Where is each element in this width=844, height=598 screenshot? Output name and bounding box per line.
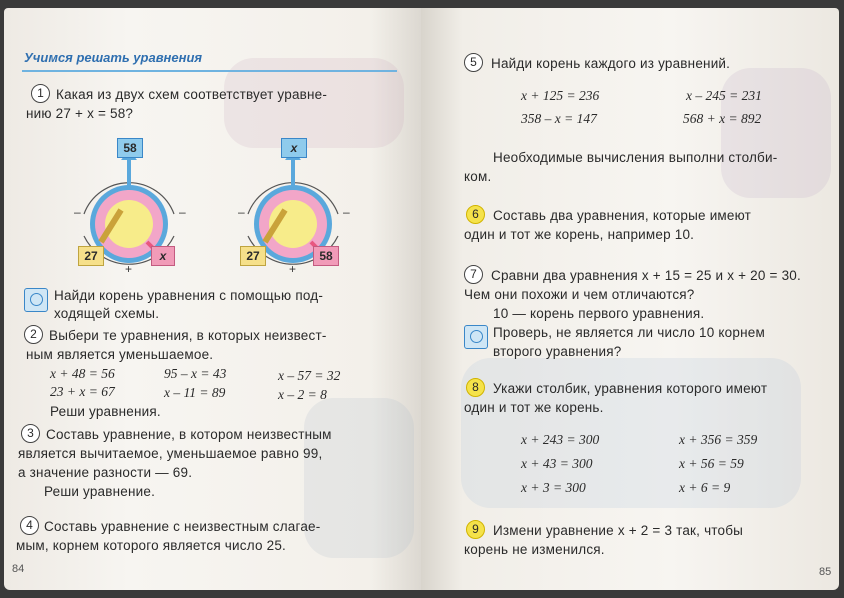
- ex6-line2: один и тот же корень, например 10.: [464, 227, 695, 242]
- equation: 358 – x = 147: [521, 111, 597, 126]
- ex7-line4: Проверь, не является ли число 10 корнем: [493, 325, 765, 340]
- left-page: [4, 8, 421, 590]
- ex3-line1: Составь уравнение, в котором неизвестным: [46, 427, 332, 442]
- scheme1-right-box: x: [151, 246, 175, 266]
- right-page: [421, 8, 839, 590]
- ex3-line2: является вычитаемое, уменьшаемое равно 99,: [18, 446, 323, 461]
- ex2-line1: Выбери те уравнения, в которых неизвест-: [49, 328, 327, 343]
- scheme2-left-box: 27: [240, 246, 266, 266]
- ex5-text: Найди корень каждого из уравнений.: [491, 56, 731, 71]
- exercise-number-3: 3: [21, 424, 40, 443]
- bleed-through-figure: [304, 398, 414, 558]
- ex7-line5: второго уравнения?: [493, 344, 622, 359]
- minus-sign: –: [343, 205, 350, 219]
- equation: x + 356 = 359: [679, 432, 758, 447]
- equation: x + 48 = 56: [50, 366, 115, 381]
- equation: x + 6 = 9: [679, 480, 731, 495]
- equation: x – 11 = 89: [164, 385, 226, 400]
- ex8-line1: Укажи столбик, уравнения которого имеют: [493, 381, 768, 396]
- ex2-solve: Реши уравнения.: [50, 404, 161, 419]
- ex5-note2: ком.: [464, 169, 492, 184]
- ex5-note1: Необходимые вычисления выполни столби-: [493, 150, 778, 165]
- plus-sign: +: [125, 262, 133, 276]
- exercise-number-7: 7: [464, 265, 483, 284]
- minus-sign: –: [74, 205, 81, 219]
- equation: x + 56 = 59: [679, 456, 744, 471]
- equation: x + 43 = 300: [521, 456, 593, 471]
- equation: 23 + x = 67: [50, 384, 115, 399]
- ex8-line2: один и тот же корень.: [464, 400, 604, 415]
- ex4-line2: мым, корнем которого является число 25.: [16, 538, 286, 553]
- title-rule: [22, 70, 397, 72]
- exercise-number-4: 4: [20, 516, 39, 535]
- ex6-line1: Составь два уравнения, которые имеют: [493, 208, 752, 223]
- ex3-line3: а значение разности — 69.: [18, 465, 193, 480]
- equation: x – 2 = 8: [278, 387, 327, 402]
- exercise-number-9: 9: [466, 520, 485, 539]
- ex3-solve: Реши уравнение.: [44, 484, 156, 499]
- equation: x + 3 = 300: [521, 480, 586, 495]
- scheme2-right-box: 58: [313, 246, 339, 266]
- plus-sign: +: [289, 262, 297, 276]
- exercise-number-5: 5: [464, 53, 483, 72]
- equation: x – 57 = 32: [278, 368, 341, 383]
- minus-sign: –: [179, 205, 186, 219]
- scheme1-top-box: 58: [117, 138, 143, 158]
- ex4-line1: Составь уравнение с неизвестным слагае-: [44, 519, 321, 534]
- exercise-number-1: 1: [31, 84, 50, 103]
- ex7-line2: Чем они похожи и чем отличаются?: [464, 287, 695, 302]
- equation: 568 + x = 892: [683, 111, 762, 126]
- minus-sign: –: [238, 205, 245, 219]
- hint-line2: ходящей схемы.: [54, 306, 160, 321]
- equation: 95 – x = 43: [164, 366, 227, 381]
- equation: x + 125 = 236: [521, 88, 600, 103]
- ex1-line1: Какая из двух схем соответствует уравне-: [56, 87, 328, 102]
- page-number-left: 84: [12, 563, 25, 575]
- hint-line1: Найди корень уравнения с помощью под-: [54, 288, 324, 303]
- equation: x – 245 = 231: [686, 88, 762, 103]
- scheme2-top-box: x: [281, 138, 307, 158]
- ex7-line1: Сравни два уравнения x + 15 = 25 и x + 20 = 30.: [491, 268, 801, 283]
- scheme1-left-box: 27: [78, 246, 104, 266]
- exercise-number-2: 2: [24, 325, 43, 344]
- hint-icon: [464, 325, 488, 349]
- ex2-line2: ным является уменьшаемое.: [26, 347, 214, 362]
- ex7-line3: 10 — корень первого уравнения.: [493, 306, 705, 321]
- page-title: Учимся решать уравнения: [24, 50, 203, 65]
- ex9-line2: корень не изменился.: [464, 542, 605, 557]
- exercise-number-6: 6: [466, 205, 485, 224]
- exercise-number-8: 8: [466, 378, 485, 397]
- ex1-line2: нию 27 + x = 58?: [26, 106, 134, 121]
- hint-icon: [24, 288, 48, 312]
- ex9-line1: Измени уравнение x + 2 = 3 так, чтобы: [493, 523, 744, 538]
- page-number-right: 85: [819, 566, 832, 578]
- equation: x + 243 = 300: [521, 432, 600, 447]
